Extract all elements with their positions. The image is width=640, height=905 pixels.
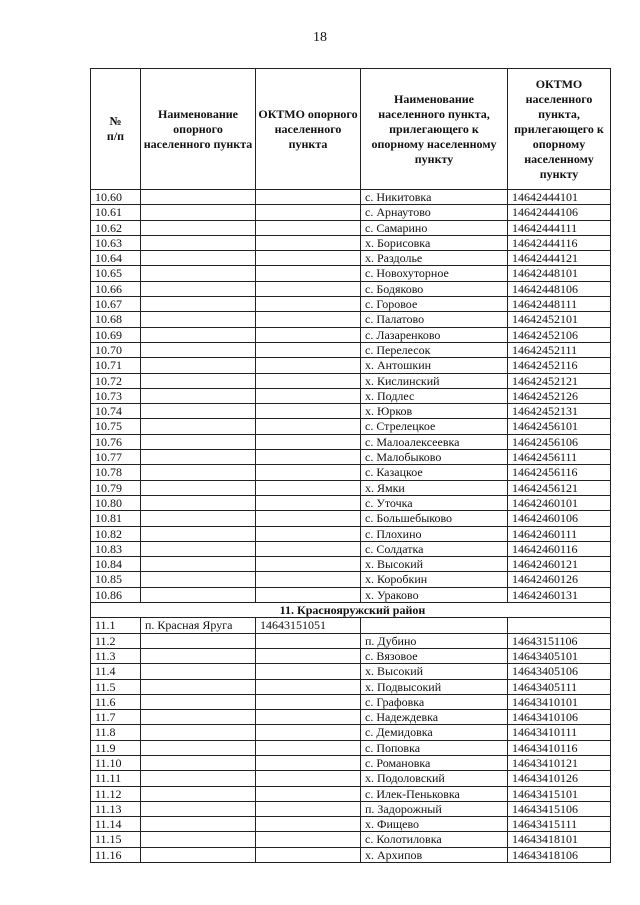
table-row [91,572,611,587]
adjacent-settlement-name: с. Лазаренково [361,327,508,342]
adjacent-settlement-name: с. Уточка [361,495,508,510]
row-number: 11.2 [91,633,141,648]
table-row [91,801,611,816]
base-settlement-name [141,755,256,770]
adjacent-settlement-oktmo: 14642452111 [508,342,611,357]
table-row [91,205,611,220]
adjacent-settlement-oktmo: 14642456121 [508,480,611,495]
base-settlement-oktmo [256,190,361,205]
row-number: 11.8 [91,725,141,740]
base-settlement-oktmo [256,633,361,648]
adjacent-settlement-oktmo: 14642448106 [508,281,611,296]
row-number: 11.16 [91,847,141,862]
base-settlement-oktmo [256,587,361,602]
adjacent-settlement-oktmo: 14643410111 [508,725,611,740]
table-row [91,786,611,801]
base-settlement-name [141,327,256,342]
base-settlement-oktmo [256,526,361,541]
row-number: 11.4 [91,664,141,679]
row-number: 10.62 [91,220,141,235]
base-settlement-name [141,740,256,755]
adjacent-settlement-name: с. Графовка [361,694,508,709]
adjacent-settlement-name: х. Архипов [361,847,508,862]
adjacent-settlement-oktmo: 14642452106 [508,327,611,342]
row-number: 10.63 [91,235,141,250]
adjacent-settlement-oktmo: 14642444111 [508,220,611,235]
adjacent-settlement-name: х. Кислинский [361,373,508,388]
adjacent-settlement-oktmo: 14642448101 [508,266,611,281]
base-settlement-oktmo [256,235,361,250]
adjacent-settlement-oktmo: 14642456101 [508,419,611,434]
table-row [91,465,611,480]
adjacent-settlement-oktmo: 14643405101 [508,648,611,663]
base-settlement-name [141,342,256,357]
adjacent-settlement-oktmo: 14643410126 [508,771,611,786]
adjacent-settlement-oktmo: 14643151106 [508,633,611,648]
table-row [91,557,611,572]
base-settlement-name [141,694,256,709]
table-row [91,388,611,403]
row-number: 11.14 [91,817,141,832]
base-settlement-oktmo [256,847,361,862]
adjacent-settlement-oktmo: 14642444116 [508,235,611,250]
adjacent-settlement-oktmo [508,618,611,633]
base-settlement-name [141,679,256,694]
table-row [91,740,611,755]
header-adjacent-oktmo: ОКТМО населенного пункта, прилегающего к опорному населенному пункту [508,69,611,190]
base-settlement-name [141,511,256,526]
table-row [91,235,611,250]
adjacent-settlement-name: х. Раздолье [361,251,508,266]
adjacent-settlement-oktmo: 14642444106 [508,205,611,220]
base-settlement-oktmo [256,557,361,572]
row-number: 10.84 [91,557,141,572]
row-number: 10.65 [91,266,141,281]
row-number: 10.64 [91,251,141,266]
row-number: 11.1 [91,618,141,633]
row-number: 10.72 [91,373,141,388]
adjacent-settlement-oktmo: 14643405111 [508,679,611,694]
base-settlement-oktmo [256,327,361,342]
adjacent-settlement-name: с. Малоалексеевка [361,434,508,449]
table-row [91,480,611,495]
row-number: 10.66 [91,281,141,296]
adjacent-settlement-oktmo: 14642452131 [508,404,611,419]
base-settlement-oktmo [256,312,361,327]
adjacent-settlement-oktmo: 14642460106 [508,511,611,526]
table-row [91,297,611,312]
table-row [91,312,611,327]
base-settlement-oktmo [256,541,361,556]
base-settlement-name [141,633,256,648]
table-row [91,281,611,296]
adjacent-settlement-name: п. Задорожный [361,801,508,816]
base-settlement-oktmo [256,465,361,480]
base-settlement-name [141,358,256,373]
table-row [91,847,611,862]
row-number: 11.12 [91,786,141,801]
row-number: 10.83 [91,541,141,556]
base-settlement-name [141,587,256,602]
adjacent-settlement-oktmo: 14642452101 [508,312,611,327]
row-number: 10.70 [91,342,141,357]
adjacent-settlement-oktmo: 14642452116 [508,358,611,373]
adjacent-settlement-oktmo: 14642456116 [508,465,611,480]
base-settlement-oktmo [256,679,361,694]
base-settlement-name [141,801,256,816]
section-title: 11. Краснояружский район [91,603,611,618]
base-settlement-name [141,312,256,327]
row-number: 10.85 [91,572,141,587]
base-settlement-name [141,388,256,403]
base-settlement-name [141,710,256,725]
base-settlement-oktmo [256,281,361,296]
adjacent-settlement-oktmo: 14642452121 [508,373,611,388]
adjacent-settlement-name: х. Высокий [361,557,508,572]
base-settlement-name [141,373,256,388]
row-number: 10.79 [91,480,141,495]
table-row [91,190,611,205]
adjacent-settlement-name: с. Большебыково [361,511,508,526]
adjacent-settlement-oktmo: 14643418106 [508,847,611,862]
table-row [91,373,611,388]
table-row [91,511,611,526]
row-number: 10.71 [91,358,141,373]
base-settlement-name [141,648,256,663]
row-number: 11.6 [91,694,141,709]
row-number: 11.7 [91,710,141,725]
base-settlement-name [141,404,256,419]
row-number: 11.9 [91,740,141,755]
adjacent-settlement-oktmo: 14643410116 [508,740,611,755]
base-settlement-name [141,572,256,587]
base-settlement-name [141,281,256,296]
base-settlement-name [141,495,256,510]
table-row [91,648,611,663]
table-row [91,251,611,266]
adjacent-settlement-name: с. Бодяково [361,281,508,296]
base-settlement-name [141,557,256,572]
adjacent-settlement-oktmo: 14642452126 [508,388,611,403]
base-settlement-oktmo [256,419,361,434]
base-settlement-name [141,817,256,832]
base-settlement-name [141,725,256,740]
base-settlement-name: п. Красная Яруга [141,618,256,633]
adjacent-settlement-name: с. Вязовое [361,648,508,663]
base-settlement-name [141,220,256,235]
row-number: 11.13 [91,801,141,816]
adjacent-settlement-name: х. Юрков [361,404,508,419]
adjacent-settlement-oktmo: 14643410121 [508,755,611,770]
base-settlement-name [141,190,256,205]
row-number: 10.73 [91,388,141,403]
adjacent-settlement-name: с. Перелесок [361,342,508,357]
base-settlement-name [141,541,256,556]
table-row [91,327,611,342]
row-number: 10.67 [91,297,141,312]
table-row [91,266,611,281]
base-settlement-name [141,771,256,786]
base-settlement-oktmo [256,220,361,235]
row-number: 10.61 [91,205,141,220]
base-settlement-name [141,526,256,541]
adjacent-settlement-oktmo: 14642460121 [508,557,611,572]
base-settlement-name [141,465,256,480]
adjacent-settlement-name: с. Арнаутово [361,205,508,220]
table-row [91,358,611,373]
row-number: 10.78 [91,465,141,480]
base-settlement-oktmo [256,771,361,786]
table-row [91,618,611,633]
table-row [91,404,611,419]
adjacent-settlement-name: х. Коробкин [361,572,508,587]
adjacent-settlement-name: с. Новохуторное [361,266,508,281]
adjacent-settlement-name: с. Надеждевка [361,710,508,725]
adjacent-settlement-name: х. Антошкин [361,358,508,373]
base-settlement-name [141,786,256,801]
adjacent-settlement-oktmo: 14643410106 [508,710,611,725]
adjacent-settlement-oktmo: 14643415111 [508,817,611,832]
base-settlement-oktmo [256,664,361,679]
adjacent-settlement-name: х. Фищево [361,817,508,832]
table-row [91,755,611,770]
table-body [91,190,611,863]
table-row [91,664,611,679]
base-settlement-name [141,480,256,495]
table-row [91,710,611,725]
adjacent-settlement-oktmo: 14643415106 [508,801,611,816]
base-settlement-name [141,450,256,465]
adjacent-settlement-name: с. Никитовка [361,190,508,205]
row-number: 10.86 [91,587,141,602]
base-settlement-oktmo [256,480,361,495]
base-settlement-oktmo [256,434,361,449]
base-settlement-name [141,434,256,449]
adjacent-settlement-oktmo: 14642460126 [508,572,611,587]
header-adjacent-name: Наименование населенного пункта, прилегающего к опорному населенному пункту [361,69,508,190]
base-settlement-oktmo [256,817,361,832]
row-number: 11.3 [91,648,141,663]
adjacent-settlement-name: с. Поповка [361,740,508,755]
base-settlement-oktmo [256,710,361,725]
base-settlement-oktmo [256,358,361,373]
table-header-row [91,69,611,190]
adjacent-settlement-name: с. Самарино [361,220,508,235]
table-row [91,434,611,449]
adjacent-settlement-name: с. Романовка [361,755,508,770]
base-settlement-oktmo [256,648,361,663]
row-number: 10.77 [91,450,141,465]
adjacent-settlement-name: с. Илек-Пеньковка [361,786,508,801]
table-row [91,633,611,648]
row-number: 10.74 [91,404,141,419]
adjacent-settlement-name: с. Демидовка [361,725,508,740]
adjacent-settlement-oktmo: 14642460116 [508,541,611,556]
adjacent-settlement-oktmo: 14643418101 [508,832,611,847]
adjacent-settlement-name: с. Горовое [361,297,508,312]
adjacent-settlement-name: с. Колотиловка [361,832,508,847]
table-row [91,832,611,847]
base-settlement-oktmo [256,266,361,281]
row-number: 10.82 [91,526,141,541]
base-settlement-oktmo [256,511,361,526]
table-row [91,495,611,510]
adjacent-settlement-oktmo: 14642456106 [508,434,611,449]
adjacent-settlement-oktmo: 14642456111 [508,450,611,465]
row-number: 10.75 [91,419,141,434]
base-settlement-name [141,266,256,281]
base-settlement-oktmo [256,832,361,847]
table-row [91,771,611,786]
row-number: 10.60 [91,190,141,205]
adjacent-settlement-name: х. Подвысокий [361,679,508,694]
adjacent-settlement-name: с. Стрелецкое [361,419,508,434]
base-settlement-oktmo [256,205,361,220]
base-settlement-name [141,847,256,862]
adjacent-settlement-oktmo: 14643405106 [508,664,611,679]
base-settlement-oktmo [256,251,361,266]
row-number: 11.11 [91,771,141,786]
base-settlement-name [141,419,256,434]
base-settlement-name [141,235,256,250]
section-header-row [91,603,611,618]
adjacent-settlement-name: с. Солдатка [361,541,508,556]
table-row [91,526,611,541]
row-number: 10.69 [91,327,141,342]
base-settlement-oktmo [256,450,361,465]
table-row [91,541,611,556]
table-row [91,419,611,434]
header-base-name: Наименование опорного населенного пункта [141,69,256,190]
adjacent-settlement-oktmo: 14642444101 [508,190,611,205]
base-settlement-oktmo [256,404,361,419]
adjacent-settlement-name: с. Плохино [361,526,508,541]
base-settlement-oktmo [256,373,361,388]
table-row [91,342,611,357]
base-settlement-oktmo [256,786,361,801]
base-settlement-oktmo [256,725,361,740]
adjacent-settlement-name: х. Ямки [361,480,508,495]
adjacent-settlement-oktmo: 14642448111 [508,297,611,312]
base-settlement-name [141,832,256,847]
base-settlement-oktmo [256,342,361,357]
row-number: 11.15 [91,832,141,847]
row-number: 11.5 [91,679,141,694]
adjacent-settlement-name: х. Ураково [361,587,508,602]
base-settlement-oktmo [256,755,361,770]
table-row [91,587,611,602]
table-row [91,220,611,235]
table-row [91,694,611,709]
adjacent-settlement-name: х. Подлес [361,388,508,403]
base-settlement-oktmo: 14643151051 [256,618,361,633]
base-settlement-name [141,205,256,220]
base-settlement-name [141,664,256,679]
adjacent-settlement-oktmo: 14642460111 [508,526,611,541]
adjacent-settlement-name: х. Подоловский [361,771,508,786]
base-settlement-oktmo [256,801,361,816]
base-settlement-name [141,297,256,312]
table-row [91,679,611,694]
table-row [91,817,611,832]
adjacent-settlement-name: с. Палатово [361,312,508,327]
adjacent-settlement-oktmo: 14643415101 [508,786,611,801]
adjacent-settlement-oktmo: 14642460101 [508,495,611,510]
adjacent-settlement-oktmo: 14643410101 [508,694,611,709]
table-row [91,450,611,465]
page-number: 18 [313,30,327,45]
row-number: 10.81 [91,511,141,526]
base-settlement-oktmo [256,740,361,755]
row-number: 10.68 [91,312,141,327]
adjacent-settlement-oktmo: 14642444121 [508,251,611,266]
adjacent-settlement-name: х. Борисовка [361,235,508,250]
adjacent-settlement-oktmo: 14642460131 [508,587,611,602]
base-settlement-name [141,251,256,266]
adjacent-settlement-name: п. Дубино [361,633,508,648]
row-number: 10.80 [91,495,141,510]
adjacent-settlement-name: с. Малобыково [361,450,508,465]
header-base-oktmo: ОКТМО опорного населенного пункта [256,69,361,190]
table-row [91,725,611,740]
base-settlement-oktmo [256,388,361,403]
row-number: 11.10 [91,755,141,770]
adjacent-settlement-name [361,618,508,633]
adjacent-settlement-name: с. Казацкое [361,465,508,480]
adjacent-settlement-name: х. Высокий [361,664,508,679]
header-number: № п/п [91,69,141,190]
base-settlement-oktmo [256,297,361,312]
row-number: 10.76 [91,434,141,449]
base-settlement-oktmo [256,694,361,709]
base-settlement-oktmo [256,572,361,587]
settlements-table [90,68,611,863]
base-settlement-oktmo [256,495,361,510]
